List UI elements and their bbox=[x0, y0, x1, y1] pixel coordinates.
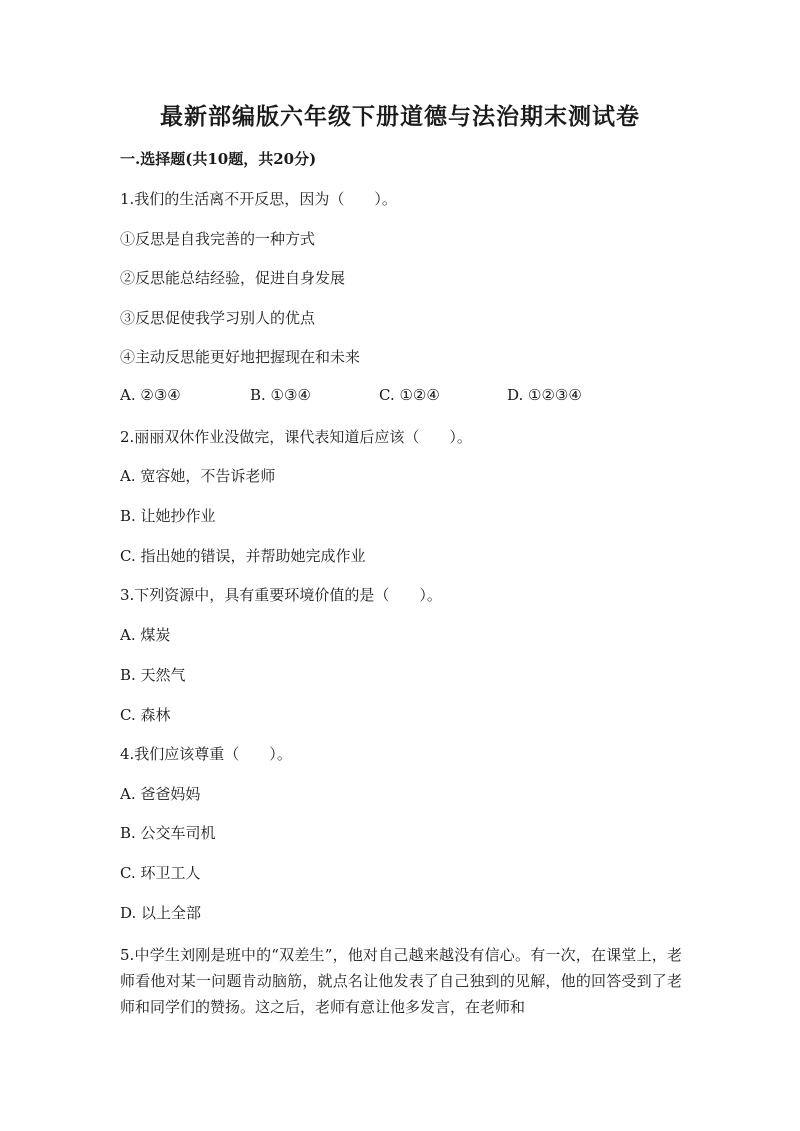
question-1-statement-4: ④主动反思能更好地把握现在和未来 bbox=[120, 348, 361, 366]
question-1-options bbox=[120, 386, 680, 406]
question-1-option-b: B. ①③④ bbox=[250, 386, 311, 404]
question-1-statement-3: ③反思促使我学习别人的优点 bbox=[120, 309, 316, 327]
question-1-statement-2: ②反思能总结经验，促进自身发展 bbox=[120, 269, 346, 287]
question-1-stem: 1.我们的生活离不开反思，因为（ ）。 bbox=[120, 190, 397, 208]
question-1-option-c: C. ①②④ bbox=[379, 386, 440, 404]
question-4-option-d: D. 以上全部 bbox=[120, 904, 202, 922]
document-title: 最新部编版六年级下册道德与法治期末测试卷 bbox=[160, 103, 640, 130]
question-4-option-a: A. 爸爸妈妈 bbox=[120, 785, 201, 803]
question-1-statement-1: ①反思是自我完善的一种方式 bbox=[120, 230, 316, 248]
question-1-option-a: A. ②③④ bbox=[120, 386, 181, 404]
question-3-option-c: C. 森林 bbox=[120, 706, 171, 724]
question-4-option-b: B. 公交车司机 bbox=[120, 824, 216, 842]
question-5-stem: 5.中学生刘刚是班中的“双差生”，他对自己越来越没有信心。有一次，在课堂上，老师看他对某一问题肯动脑筋，就点名让他发表了自己独到的见解，他的回答受到了老师和同学们的赞扬。这之后，老师有意让他多发言，在老师和 bbox=[120, 946, 682, 1016]
question-4-stem: 4.我们应该尊重（ ）。 bbox=[120, 745, 292, 763]
question-2-option-c: C. 指出她的错误，并帮助她完成作业 bbox=[120, 547, 366, 565]
question-3-option-b: B. 天然气 bbox=[120, 666, 186, 684]
question-3-stem: 3.下列资源中，具有重要环境价值的是（ ）。 bbox=[120, 586, 442, 604]
question-2-option-a: A. 宽容她，不告诉老师 bbox=[120, 467, 276, 485]
question-4-option-c: C. 环卫工人 bbox=[120, 864, 201, 882]
question-2-option-b: B. 让她抄作业 bbox=[120, 507, 216, 525]
section-heading: 一.选择题(共10题，共20分) bbox=[120, 150, 317, 168]
question-3-option-a: A. 煤炭 bbox=[120, 626, 171, 644]
question-2-stem: 2.丽丽双休作业没做完，课代表知道后应该（ ）。 bbox=[120, 428, 472, 446]
question-1-option-d: D. ①②③④ bbox=[507, 386, 582, 404]
